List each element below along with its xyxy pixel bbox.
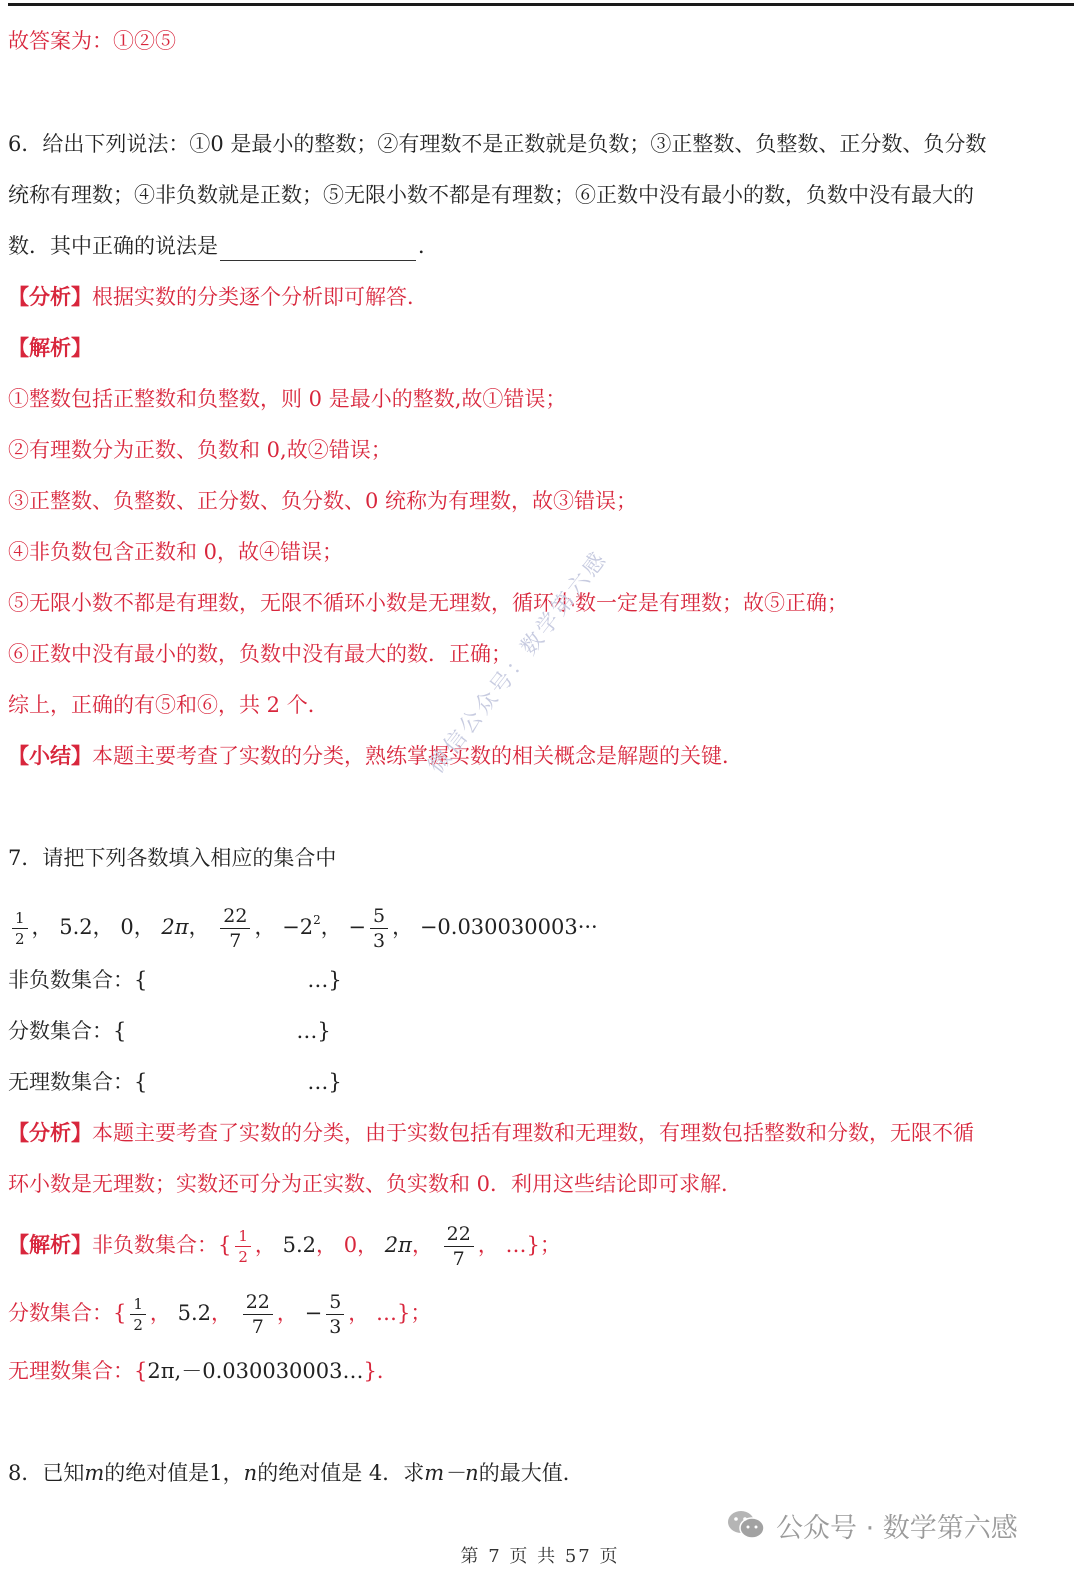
q8-text: 8．已知m的绝对值是1，n的绝对值是 4．求m－n的最大值． [8,1461,584,1485]
analysis-tag: 【分析】 [8,284,92,309]
q7-title: 7．请把下列各数填入相应的集合中 [8,846,337,870]
wechat-icon [726,1508,766,1542]
q6-solution-1: ①整数包括正整数和负整数，则 0 是最小的整数,故①错误； [8,387,567,411]
q7-answer-irrational: 无理数集合：{2π,－0.030030003…}． [8,1359,398,1383]
q7-analysis-line2: 环小数是无理数；实数还可分为正实数、负实数和 0．利用这些结论即可求解． [8,1172,743,1196]
watermark: 微信公众号：数学第六感 [423,546,613,779]
number-zero: 0 [120,915,134,939]
set-nonnegative: 非负数集合：{ …} [8,968,342,992]
q6-summary-text: 本题主要考查了实数的分类，熟练掌握实数的相关概念是解题的关键． [92,744,743,768]
q6-conclusion: 综上，正确的有⑤和⑥，共 2 个． [8,693,329,717]
q6-text-line1: 6．给出下列说法：①0 是最小的整数；②有理数不是正数就是负数；③正整数、负整数、正分数、负分数 [8,132,987,156]
fraction-22-7: $\frac{22}{7}$ [220,907,250,951]
top-rule [8,3,1074,6]
q6-solution-4: ④非负数包含正数和 0，故④错误； [8,540,344,564]
fraction-one-half: $\frac{1}{2}$ [12,911,28,947]
answer-blank [220,238,416,261]
page-footer: 第 7 页 共 57 页 [460,1546,620,1567]
fraction-neg-5-3: $\frac{5}{3}$ [370,907,388,951]
q6-text-line3 [8,231,439,261]
q6-solution-tag: 【解析】 [8,335,92,360]
brand-mark [726,1507,1018,1543]
q6-line3-text: 数．其中正确的说法是 [8,234,218,258]
set-irrational: 无理数集合：{ …} [8,1070,342,1094]
analysis-tag: 【分析】 [8,1120,92,1145]
brand-text: 公众号 · 数学第六感 [776,1512,1018,1544]
number-2pi: 2π [161,915,189,939]
q7-numbers: $\frac{1}{2}$ ， 5.2， 0， 2π， $\frac{22}{7}$ ， $-2^2$， − $\frac{5}{3}$ ， −0.030030003··· [8,890,598,957]
q7-answer-fraction: 分数集合：{ $\frac{1}{2}$ ， 5.2， $\frac{22}{7}$ ， − $\frac{5}{3}$ ， …}； [8,1290,432,1338]
number-neg-2-squared: $-2^2$ [282,913,321,939]
summary-tag: 【小结】 [8,743,92,768]
set-fraction: 分数集合：{ …} [8,1019,331,1043]
q6-summary [8,741,743,771]
q6-solution-3: ③正整数、负整数、正分数、负分数、0 统称为有理数，故③错误； [8,489,638,513]
solution-tag: 【解析】 [8,1232,92,1257]
q6-line3-end: ． [418,234,439,258]
previous-answer: 故答案为：①②⑤ [8,29,176,53]
q7-answer-nonnegative: 【解析】非负数集合：{ $\frac{1}{2}$ ， 5.2， 0， 2π， $\frac{22}{7}$ ， …}； [8,1222,561,1270]
q6-solution-2: ②有理数分为正数、负数和 0,故②错误； [8,438,392,462]
q6-solution-5: ⑤无限小数不都是有理数，无限不循环小数是无理数，循环小数一定是有理数；故⑤正确； [8,591,848,615]
number-repeating: −0.030030003··· [419,915,598,939]
number-5-2: 5.2 [59,915,93,939]
q6-solution-6: ⑥正数中没有最小的数，负数中没有最大的数．正确； [8,642,512,666]
q6-analysis [8,282,428,312]
q6-analysis-text: 根据实数的分类逐个分析即可解答． [92,285,428,309]
q6-text-line2: 统称有理数；④非负数就是正数；⑤无限小数不都是有理数；⑥正数中没有最小的数，负数中没有最大的 [8,183,974,207]
q7-analysis-line1: 【分析】本题主要考查了实数的分类，由于实数包括有理数和无理数，有理数包括整数和分数，无限不循 [8,1120,974,1145]
